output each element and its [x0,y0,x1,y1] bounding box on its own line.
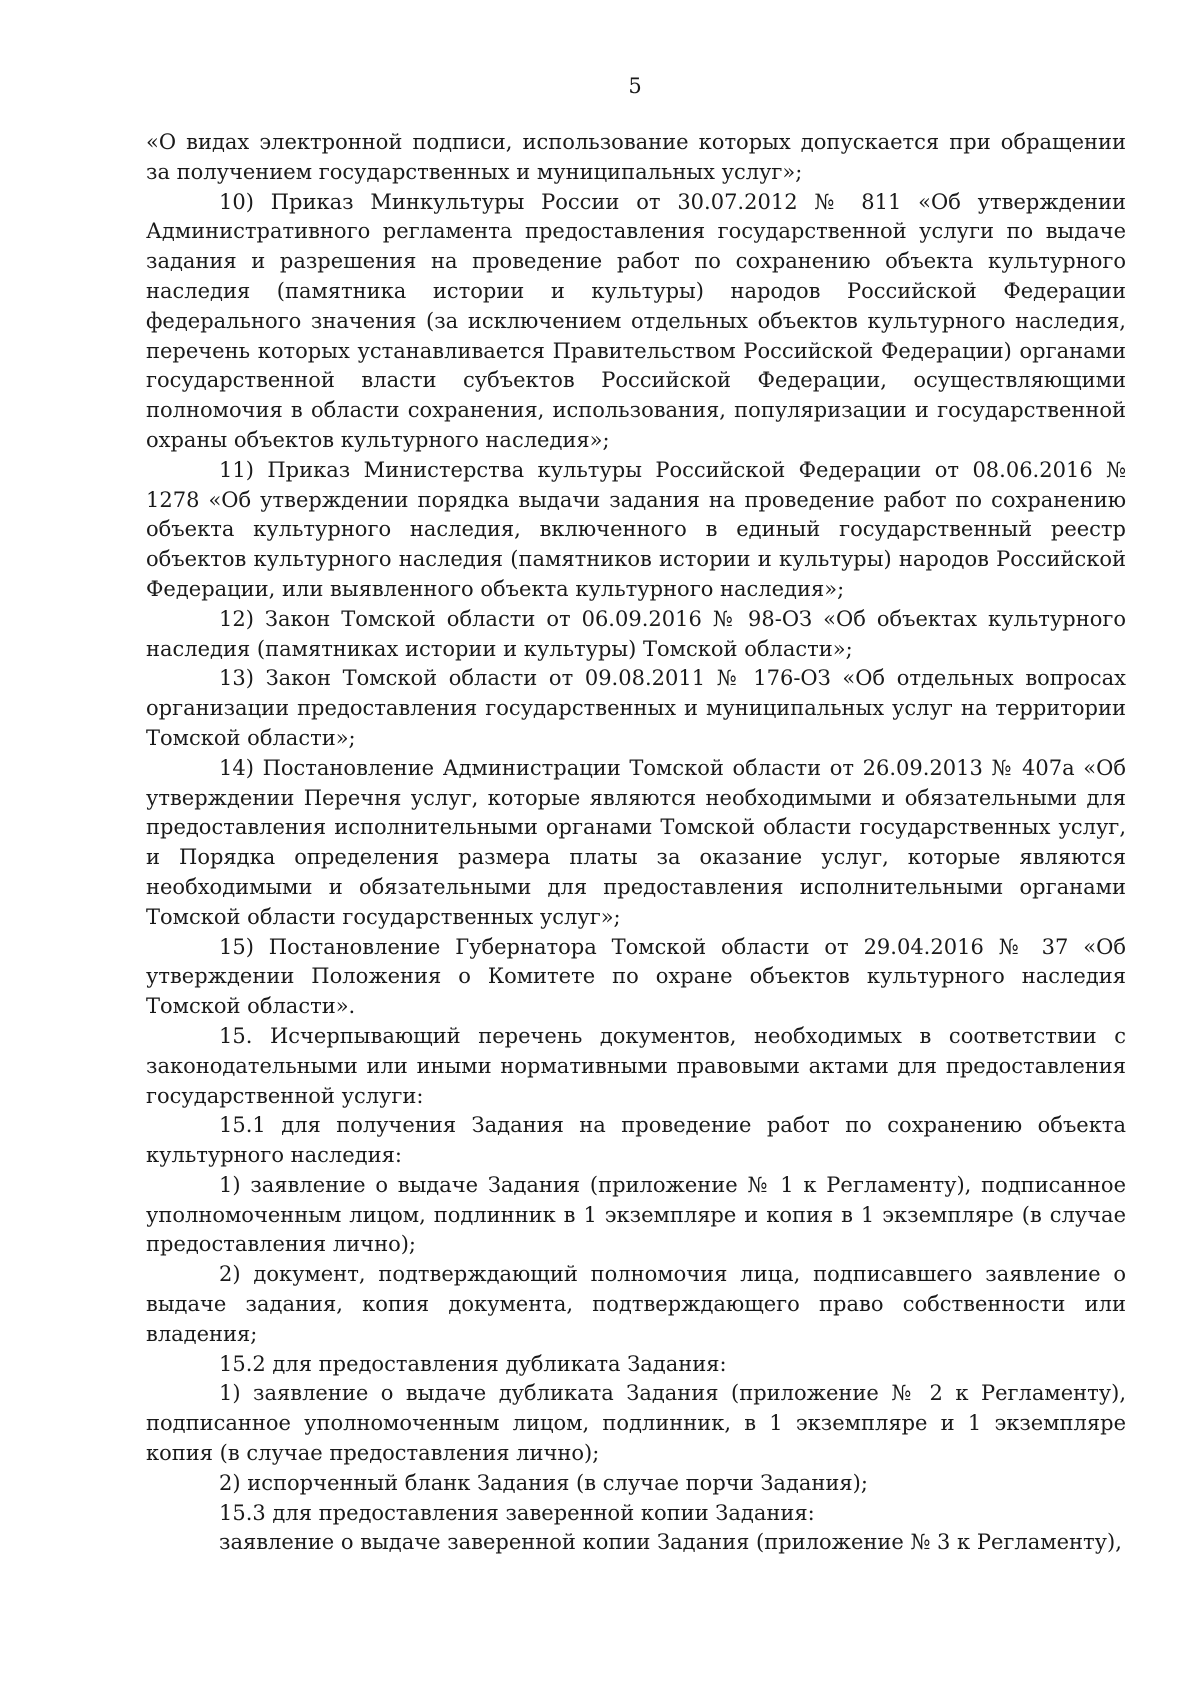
page-number: 5 [628,74,642,98]
paragraph: 15. Исчерпывающий перечень документов, необходимых в соответствии с законодательными или иными нормативными правовыми актами для предоставления государственной услуги: [146,1023,1126,1108]
paragraph: 15.2 для предоставления дубликата Задания: [219,1351,727,1376]
paragraph: 1) заявление о выдаче Задания (приложение № 1 к Регламенту), подписанное уполномоченным лицом, подлинник в 1 экземпляре и копия в 1 экземпляре (в случае предоставления лично); [146,1172,1126,1257]
paragraph: 15) Постановление Губернатора Томской области от 29.04.2016 № 37 «Об утверждении Положения о Комитете по охране объектов культурного наследия Томской области». [146,934,1126,1019]
paragraph: 10) Приказ Минкультуры России от 30.07.2012 № 811 «Об утверждении Административного регламента предоставления государственной услуги по выдаче задания и разрешения на проведение работ по сохранению объекта культурного наследия (памятника истории и культуры) народов Российской Федерации федерального значения (за исключением отдельных объектов культурного наследия, перечень которых устанавливается Правительством Российской Федерации) органами государственной власти субъектов Российской Федерации, осуществляющими полномочия в области сохранения, использования, популяризации и государственной охраны объектов культурного наследия»; [146,189,1126,452]
paragraph: заявление о выдаче заверенной копии Задания (приложение № 3 к Регламенту), [219,1530,1122,1555]
paragraph: 15.3 для предоставления заверенной копии Задания: [219,1500,815,1525]
paragraph: 2) документ, подтверждающий полномочия лица, подписавшего заявление о выдаче задания, копия документа, подтверждающего право собственности или владения; [146,1262,1126,1346]
document-body [146,128,1126,1558]
paragraph: 14) Постановление Администрации Томской области от 26.09.2013 № 407а «Об утверждении Перечня услуг, которые являются необходимыми и обязательными для предоставления исполнительными органами Томской области государственных услуг, и Порядка определения размера платы за оказание услуг, которые являются необходимыми и обязательными для предоставления исполнительными органами Томской области государственных услуг»; [146,755,1126,929]
paragraph: 1) заявление о выдаче дубликата Задания (приложение № 2 к Регламенту), подписанное уполномоченным лицом, подлинник, в 1 экземпляре и 1 экземпляре копия (в случае предоставления лично); [146,1381,1126,1466]
paragraph: 15.1 для получения Задания на проведение работ по сохранению объекта культурного наследия: [146,1113,1126,1168]
paragraph: 13) Закон Томской области от 09.08.2011 № 176-ОЗ «Об отдельных вопросах организации предоставления государственных и муниципальных услуг на территории Томской области»; [146,666,1126,750]
paragraph: 2) испорченный бланк Задания (в случае порчи Задания); [219,1470,868,1495]
paragraph: 11) Приказ Министерства культуры Российской Федерации от 08.06.2016 № 1278 «Об утверждении порядка выдачи задания на проведение работ по сохранению объекта культурного наследия, включенного в единый государственный реестр объектов культурного наследия (памятников истории и культуры) народов Российской Федерации, или выявленного объекта культурного наследия»; [146,457,1126,601]
paragraph: «О видах электронной подписи, использование которых допускается при обращении за получением государственных и муниципальных услуг»; [146,130,1126,184]
paragraph: 12) Закон Томской области от 06.09.2016 № 98-ОЗ «Об объектах культурного наследия (памятниках истории и культуры) Томской области»; [146,606,1126,661]
